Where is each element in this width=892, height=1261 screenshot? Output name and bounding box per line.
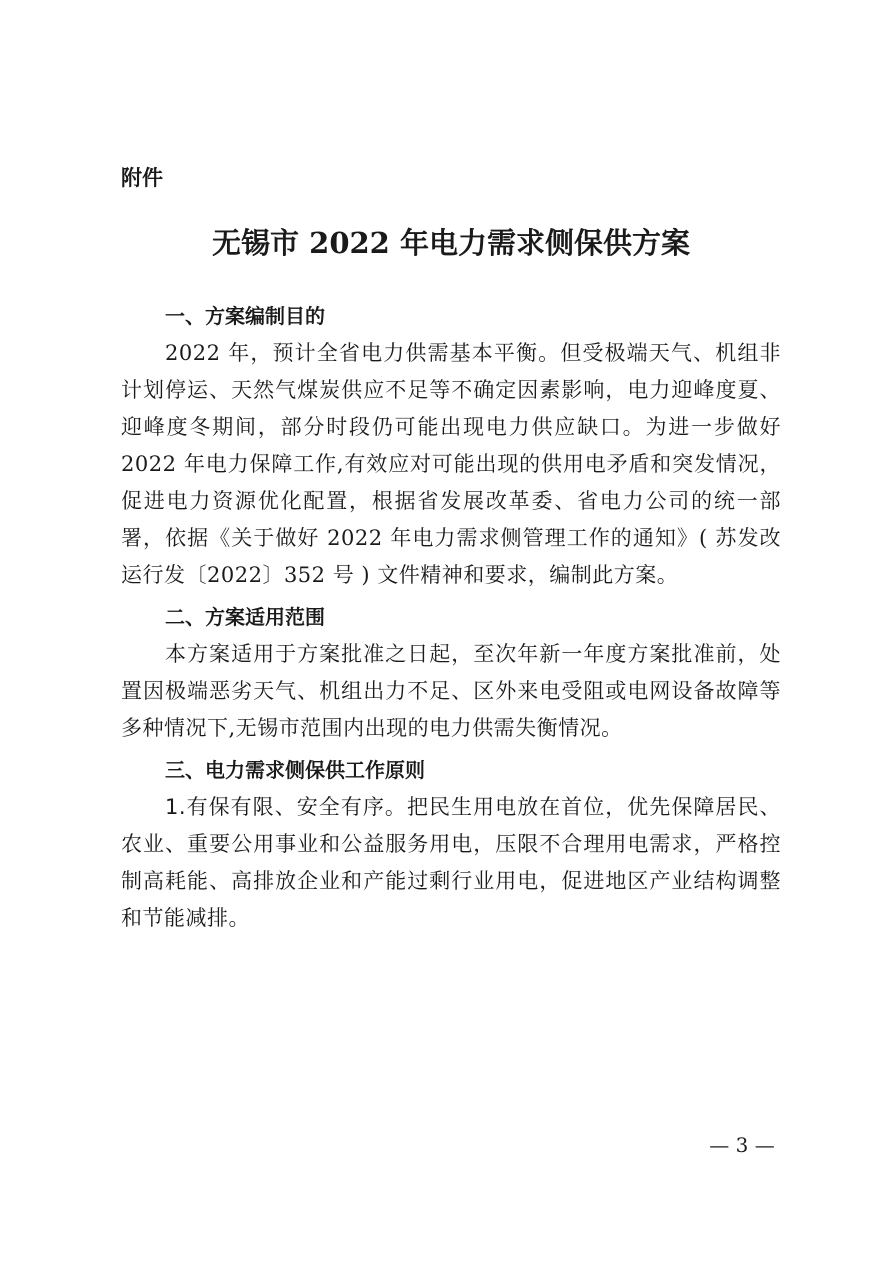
document-title: 无锡市 2022 年电力需求侧保供方案 (212, 226, 690, 260)
section-heading-principles: 三、电力需求侧保供工作原则 (165, 758, 425, 782)
page-number: — 3 — (709, 1133, 775, 1157)
attachment-label: 附件 (121, 166, 163, 190)
section-heading-purpose: 一、方案编制目的 (165, 304, 325, 328)
paragraph-principle-1 (121, 789, 781, 937)
principle-1-text: 把民生用电放在首位，优先保障居民、农业、重要公用事业和公益服务用电，压限不合理用电需求，严格控制高耗能、高排放企业和产能过剩行业用电，促进地区产业结构调整和节能减排。 (121, 795, 782, 930)
document-body (121, 297, 781, 939)
section-heading-scope: 二、方案适用范围 (165, 605, 325, 629)
paragraph-scope: 本方案适用于方案批准之日起，至次年新一年度方案批准前，处置因极端恶劣天气、机组出力不足、区外来电受阻或电网设备故障等多种情况下,无锡市范围内出现的电力供需失衡情况。 (121, 642, 781, 740)
principle-1-lead: 1.有保有限、安全有序。 (165, 795, 407, 819)
paragraph-purpose: 2022 年，预计全省电力供需基本平衡。但受极端天气、机组非计划停运、天然气煤炭供应不足等不确定因素影响，电力迎峰度夏、迎峰度冬期间，部分时段仍可能出现电力供应缺口。为进一步做好 2022 年电力保障工作,有效应对可能出现的供用电矛盾和突发情况，促进电力资源优化配置，根据省发展改革委、省电力公司的统一部署，依据《关于做好 2022 年电力需求侧管理工作的通知》( 苏发改运行发〔2022〕352 号 ) 文件精神和要求，编制此方案。 (121, 341, 781, 587)
